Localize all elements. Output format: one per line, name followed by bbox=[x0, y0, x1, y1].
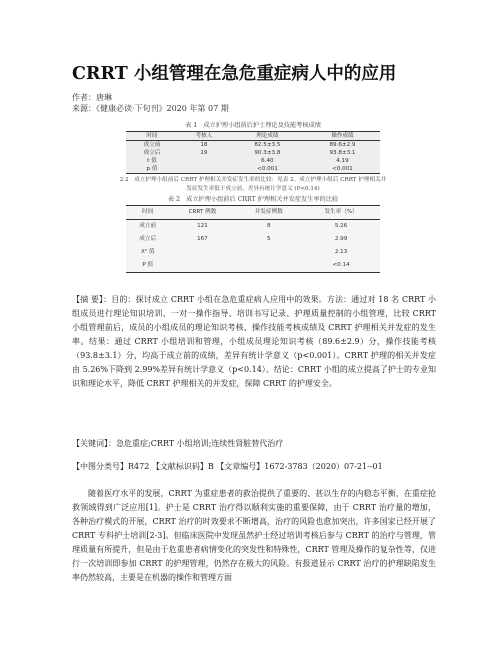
table1-cell bbox=[178, 157, 230, 165]
table2-row bbox=[126, 246, 380, 259]
table1 bbox=[126, 131, 380, 174]
table2-cell: 5.26 bbox=[334, 223, 348, 229]
table2-row bbox=[126, 259, 380, 273]
table1-cell: <0.001 bbox=[230, 165, 305, 174]
table1-row bbox=[126, 141, 380, 150]
table2-header-row bbox=[126, 206, 380, 220]
table1-row bbox=[126, 157, 380, 165]
table2 bbox=[126, 205, 380, 273]
table1-cell: 19 bbox=[200, 150, 208, 156]
table2-row bbox=[126, 233, 380, 246]
table1-cell: <0.001 bbox=[305, 165, 380, 174]
keywords-label: 【关键词】 bbox=[72, 439, 108, 448]
tables-figure bbox=[118, 121, 388, 273]
table2-cell: 2.13 bbox=[334, 249, 348, 255]
table2-header-cell: 发生率（%） bbox=[302, 206, 380, 220]
table2-cell bbox=[169, 246, 235, 259]
section-2-2-note: 2.2 成立护理小组前后 CRRT 护理相关并发症发生率的比较：见表 2。成立护理小组后 CRRT 护理相关并发症发生率低于成立前，差异有统计学意义 (P<0.14) bbox=[119, 177, 387, 192]
table2-cell: 8 bbox=[267, 223, 271, 229]
table1-cell: 93.8±3.1 bbox=[329, 150, 356, 156]
table1-header-row bbox=[126, 132, 380, 141]
table2-header-cell: 时间 bbox=[126, 206, 169, 220]
table2-cell: 121 bbox=[197, 223, 208, 229]
classification-line: 【中图分类号】R472 【文献标识码】B 【文章编号】1672-3783（2020）07-21--01 bbox=[72, 462, 383, 471]
table2-cell bbox=[169, 259, 235, 273]
table2-cell bbox=[235, 246, 302, 259]
table1-header-cell: 理论成绩 bbox=[230, 132, 305, 141]
keywords bbox=[72, 437, 436, 451]
table2-cell: 成立前 bbox=[139, 223, 157, 229]
table1-cell: p 值 bbox=[126, 165, 178, 174]
table1-cell: 82.5±3.5 bbox=[254, 142, 281, 148]
table1-cell: 6.40 bbox=[261, 158, 274, 164]
table1-header-cell: 时间 bbox=[126, 132, 178, 141]
table2-caption: 表 2 成立护理小组前后 CRRT 护理相关并发症发生率的比较 bbox=[167, 196, 339, 203]
intro-section bbox=[72, 487, 436, 585]
table2-cell bbox=[235, 259, 302, 273]
table1-caption: 表 1 成立护理小组前后护士理论及技能考核成绩 bbox=[185, 122, 321, 129]
table1-cell bbox=[178, 165, 230, 174]
table2-cell: X² 值 bbox=[140, 249, 155, 255]
table1-cell: 成立后 bbox=[143, 150, 161, 156]
table2-cell: 2.99 bbox=[334, 236, 348, 242]
article-title: CRRT 小组管理在急危重症病人中的应用 bbox=[72, 64, 397, 84]
abstract bbox=[72, 293, 436, 391]
abstract-label: 【摘 要】 bbox=[72, 295, 104, 304]
table2-cell: 5 bbox=[267, 236, 271, 242]
table2-header-cell: 并发症例数 bbox=[235, 206, 302, 220]
table1-cell: 18 bbox=[200, 142, 208, 148]
table1-row bbox=[126, 149, 380, 157]
table1-cell: 89.6±2.9 bbox=[329, 142, 356, 148]
table1-header-cell: 考核人 bbox=[178, 132, 230, 141]
table2-cell: <0.14 bbox=[302, 259, 380, 273]
table1-header-cell: 操作成绩 bbox=[305, 132, 380, 141]
table2-header-cell: CRRT 例数 bbox=[169, 206, 235, 220]
author-line: 作者：唐琳 bbox=[72, 93, 112, 102]
abstract-text: ：目的：探讨成立 CRRT 小组在急危重症病人应用中的效果。方法：通过对 18 名 CRRT 小组成员进行理论知识培训、一对一操作指导、培训书写记录、护理质量控制的小组管理，比较 CRRT 小组管理前后，成员的小组成员的理论知识考核、操作技能考核成绩及 CRRT 护理相关并发症的发生率。结果：通过 CRRT 小组培训和管理，小组成员理论知识考核（89.6±2.9）分，操作技能考核（93.8±3.1）分，均高于成立前的成绩，差异有统计学意义（p<0.001）。CRRT 护理的相关并发症由 5.26%下降到 2.99%差异有统计学意义（p<0.14）。结论：CRRT 小组的成立提高了护士的专业知识和理论水平，降低 CRRT 护理相关的并发症，保障 CRRT 的护理安全。 bbox=[72, 295, 436, 388]
table2-cell: 167 bbox=[197, 236, 208, 242]
table1-row bbox=[126, 165, 380, 174]
table2-cell: P 值 bbox=[126, 259, 169, 273]
keywords-text: ：急危重症;CRRT 小组培训;连续性肾脏替代治疗 bbox=[108, 439, 284, 448]
table1-cell: t 值 bbox=[147, 158, 157, 164]
table1-cell: 90.3±3.8 bbox=[254, 150, 281, 156]
table2-cell: 成立后 bbox=[139, 236, 157, 242]
table2-row bbox=[126, 220, 380, 234]
intro-paragraph: 随着医疗水平的发展，CRRT 为重症患者的救治提供了重要的、甚以生存的内稳态平衡，在重症抢救领域得到广泛应用[1]。护士是 CRRT 治疗得以顺利实施的重要保障，由于 CRRT 治疗量的增加，各种治疗模式的开展，CRRT 治疗的时效要求不断增高，治疗的风险也愈加突出，许多国家已经开展了 CRRT 专科护士培训[2-3]。但临床医院中发现虽然护士经过培训考核后参与 CRRT 的治疗与管理，管理质量有所提升，但是由于危重患者病情变化的突发性和特殊性，CRRT 管理及操作的复杂性等，仅进行一次培训即参加 CRRT 的护理管理，仍然存在极大的风险。有报道显示 CRRT 治疗的护理缺陷发生率仍然较高，主要是在机器的操作和管理方面 bbox=[72, 489, 436, 582]
table1-cell: 4.19 bbox=[336, 158, 349, 164]
source-line: 来源：《健康必读·下旬刊》2020 年第 07 期 bbox=[72, 104, 229, 113]
table1-cell: 成立前 bbox=[143, 142, 161, 148]
